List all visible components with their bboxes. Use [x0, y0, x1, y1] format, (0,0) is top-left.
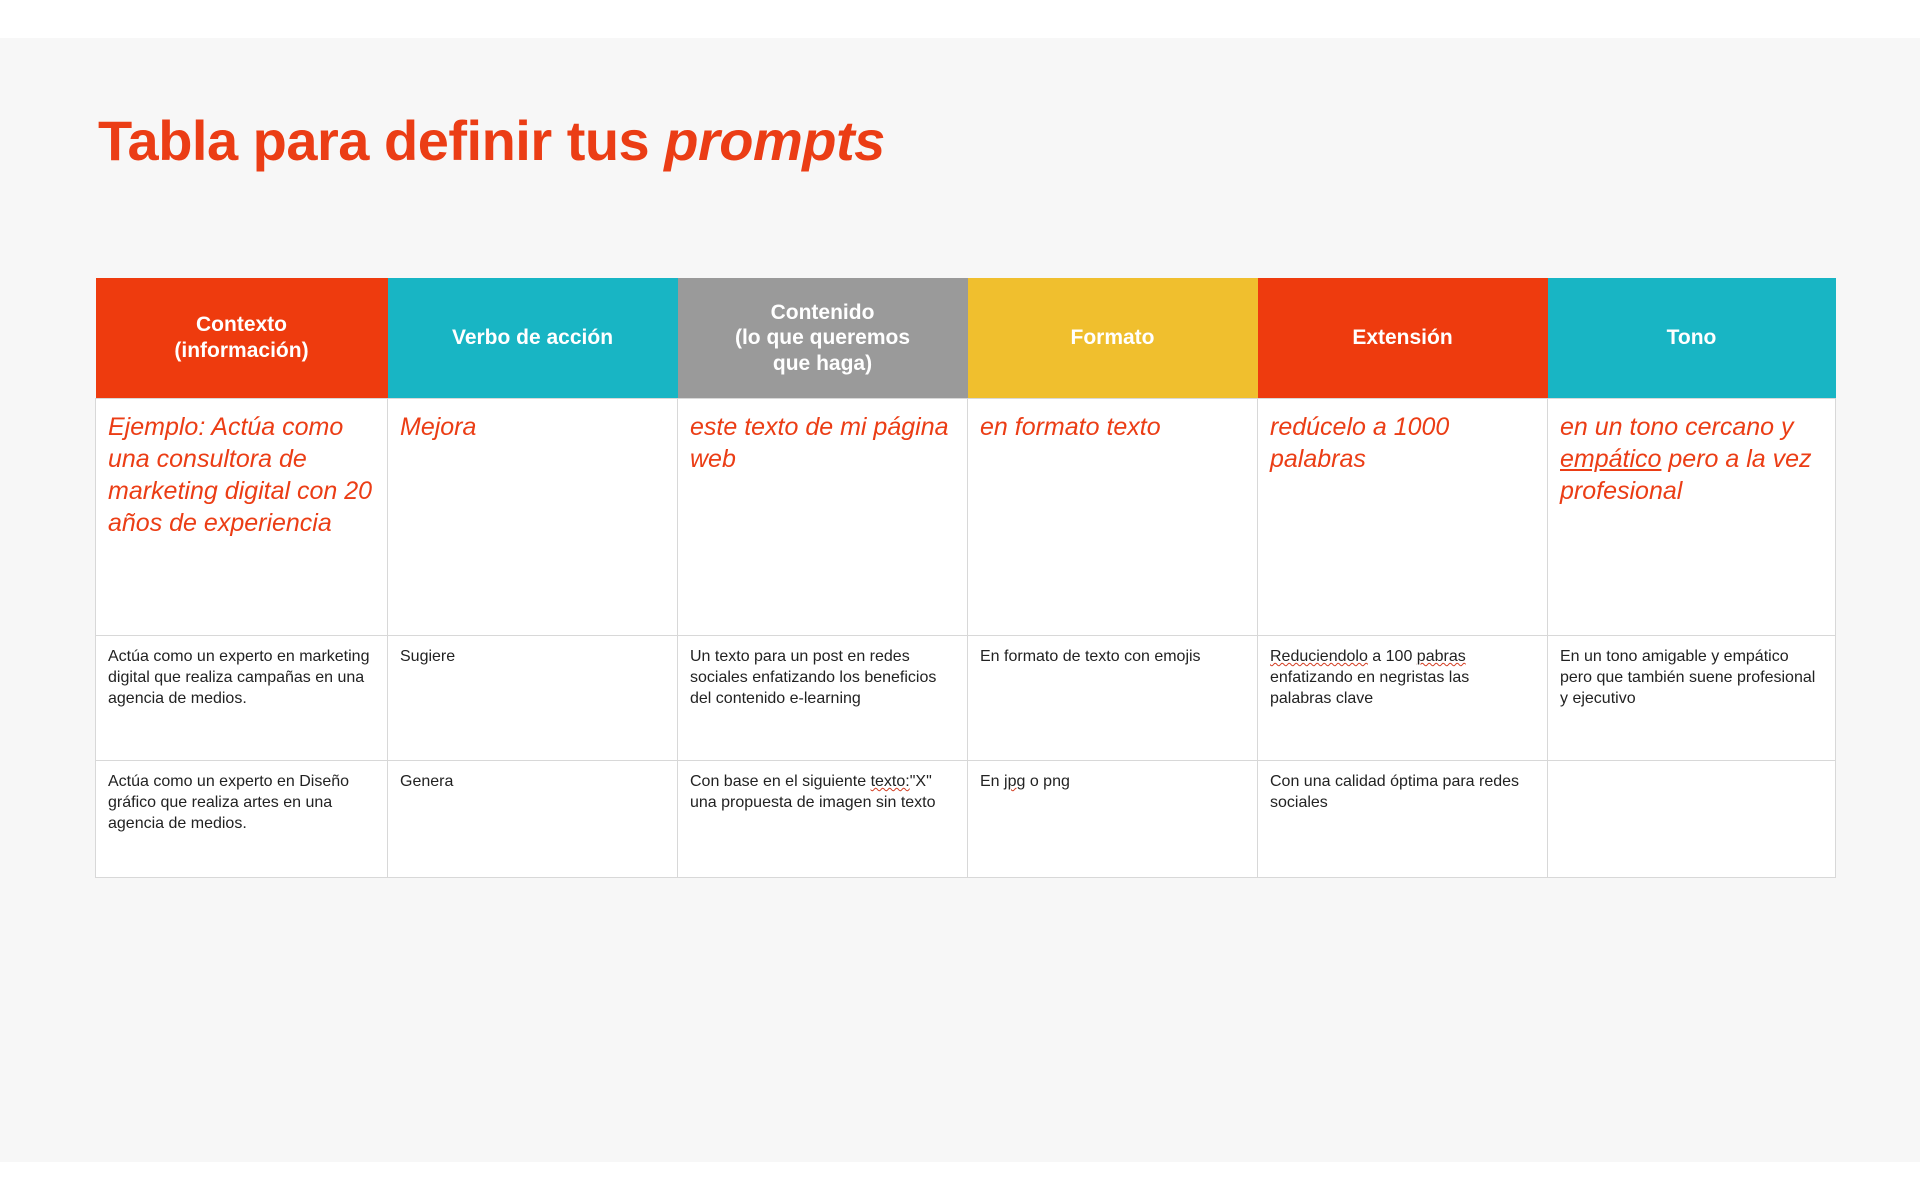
column-header-contexto-line2: (información) — [174, 339, 309, 362]
cell-extension-example: redúcelo a 1000 palabras — [1258, 399, 1548, 636]
page-title — [98, 108, 885, 173]
table-body — [96, 399, 1836, 878]
cell-extension-row3: Con una calidad óptima para redes sociales — [1258, 761, 1548, 878]
cell-extension-row2: Reduciendolo a 100 pabras enfatizando en negristas las palabras clave — [1258, 636, 1548, 761]
column-header-formato-line1: Formato — [1070, 326, 1155, 350]
cell-contenido-row3: Con base en el siguiente texto:"X" una propuesta de imagen sin texto — [678, 761, 968, 878]
table-header — [96, 278, 1836, 399]
table-row — [96, 636, 1836, 761]
column-header-tono — [1548, 278, 1836, 399]
cell-contexto-example: Ejemplo: Actúa como una consultora de marketing digital con 20 años de experiencia — [96, 399, 388, 636]
table-row — [96, 399, 1836, 636]
cell-formato-row2: En formato de texto con emojis — [968, 636, 1258, 761]
cell-contexto-row2: Actúa como un experto en marketing digital que realiza campañas en una agencia de medios. — [96, 636, 388, 761]
column-header-contenido-line2: (lo que queremos — [734, 326, 911, 350]
column-header-contexto — [96, 278, 388, 399]
column-header-contexto-line1: Contexto — [196, 313, 287, 337]
cell-formato-example: en formato texto — [968, 399, 1258, 636]
cell-tono-example — [1548, 399, 1836, 636]
page-title-italic: prompts — [664, 109, 885, 172]
prompt-table — [95, 278, 1836, 878]
prompt-table-container — [95, 278, 1835, 878]
cell-verbo-example: Mejora — [388, 399, 678, 636]
column-header-contenido-line1: Contenido — [770, 300, 875, 324]
table-header-row — [96, 278, 1836, 399]
column-header-tono-line1: Tono — [1666, 326, 1717, 350]
cell-contenido-row2: Un texto para un post en redes sociales enfatizando los beneficios del contenido e-learning — [678, 636, 968, 761]
column-header-verbo — [388, 278, 678, 399]
cell-verbo-row2: Sugiere — [388, 636, 678, 761]
column-header-verbo-line1: Verbo de acción — [451, 326, 614, 350]
column-header-contenido-line3: que haga) — [772, 351, 873, 375]
cell-contenido-example: este texto de mi página web — [678, 399, 968, 636]
cell-tono-row3 — [1548, 761, 1836, 878]
cell-tono-example-before: en un tono cercano y — [1560, 413, 1794, 441]
column-header-formato — [968, 278, 1258, 399]
bottom-margin-band — [0, 1162, 1920, 1200]
cell-tono-example-underlined: empático — [1560, 445, 1662, 473]
column-header-extension — [1258, 278, 1548, 399]
column-header-extension-line1: Extensión — [1352, 326, 1453, 350]
cell-contexto-row3: Actúa como un experto en Diseño gráfico que realiza artes en una agencia de medios. — [96, 761, 388, 878]
column-header-contenido — [678, 278, 968, 399]
top-margin-band — [0, 0, 1920, 38]
cell-verbo-row3: Genera — [388, 761, 678, 878]
table-row — [96, 761, 1836, 878]
cell-formato-row3: En jpg o png — [968, 761, 1258, 878]
page-title-plain: Tabla para definir tus — [98, 109, 665, 172]
cell-tono-row2: En un tono amigable y empático pero que también suene profesional y ejecutivo — [1548, 636, 1836, 761]
cell-tono-example-after: pero a la vez profesional — [1560, 445, 1812, 505]
